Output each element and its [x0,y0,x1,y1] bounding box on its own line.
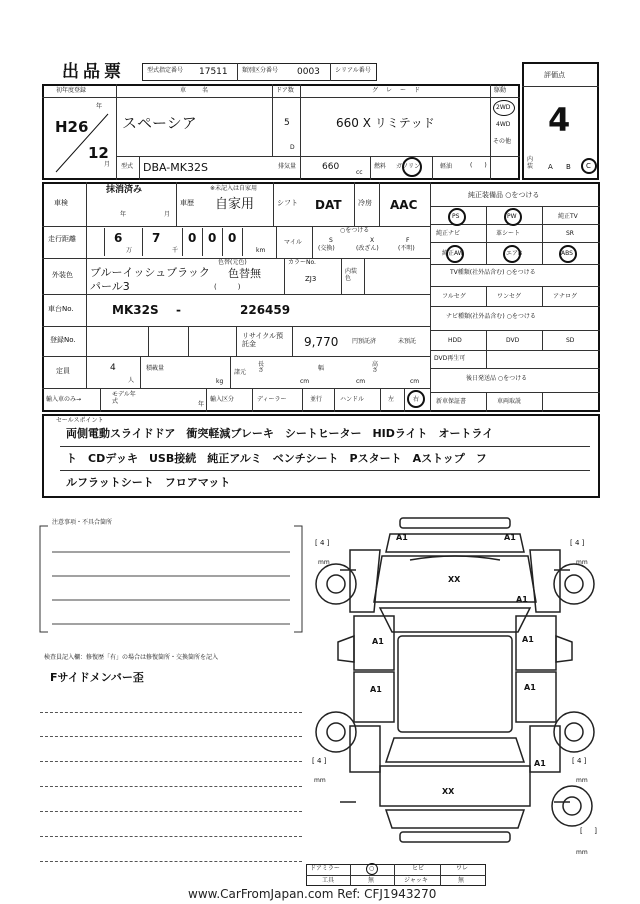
tire-rr: 4 [576,757,582,765]
tire-fl-unit: mm [318,559,330,566]
doors-value: 5 [284,118,290,128]
import-type-label: 輸入区分 [210,396,235,403]
tv-fullseg: フルセグ [442,293,466,300]
tire-rl-unit: mm [314,777,326,784]
shift-label: シフト [277,199,298,207]
mark-front-bumper-right: A1 [504,533,516,542]
tv-oneseg: ワンセグ [497,293,522,300]
tire-fl-bracket: [ 4 ] [315,539,330,547]
length-label: 長さ [258,361,265,374]
color-no-value: ZJ3 [305,275,317,283]
color-change-value: 色替無 [228,267,261,280]
tire-rr-bracket: [ 4 ] [572,757,587,765]
break-label: ワレ [456,865,469,872]
mileage-digit-2: 7 [152,231,161,245]
jack-label: ジャッキ [404,877,428,884]
equip-leather: 革シート [496,230,521,237]
jack-value: 無 [458,877,465,884]
history-label: 車歴 [180,199,194,207]
month-mark: 月 [104,161,111,168]
equip-pw: PW [507,213,517,220]
page-title: 出品票 [62,62,125,82]
mileage-man: 万 [126,247,133,254]
width-label: 幅 [318,365,325,372]
after-warranty: 新車保証書 [436,398,467,405]
handle-left: 左 [388,396,395,403]
sales-points-label: セールスポイント [56,417,104,424]
drive-label: 駆動 [494,87,507,94]
mileage-digit-1: 6 [114,231,123,245]
grade-value: 660 X リミテッド [336,116,435,130]
meter-f-text: (不明) [398,245,415,252]
year-mark: 年 [96,103,103,110]
exterior-color-label: 外装色 [52,271,73,279]
meter-circle-note: ○をつける [340,227,370,234]
mileage-sen: 千 [172,247,179,254]
drive-other: その他 [493,138,512,145]
color-change-paren: ( ) [214,283,241,291]
history-value: 自家用 [215,197,255,212]
length-unit: cm [300,378,310,385]
displacement-unit: cc [356,169,363,176]
grade-label: グレード [372,87,429,94]
watermark-ref: www.CarFromJapan.com Ref: CFJ1943270 [188,887,437,901]
recycle-unpaid: 未預託 [398,338,417,345]
tv-title: TV種類(社外品含む) ○をつける [450,269,536,276]
interior-b: B [566,163,571,171]
serial-label: シリアル番号 [335,67,371,74]
capacity-label: 定員 [56,367,70,375]
interior-color-label: 内装色 [345,268,358,283]
mark-front-fender-right: A1 [516,595,528,604]
interior-a: A [548,163,553,171]
equip-navi: 純正ナビ [436,230,461,237]
import-label: 輸入車のみ→ [46,396,82,403]
inspection-label: 車検 [54,199,68,207]
category-value: 0003 [297,67,320,77]
model-designation-value: 17511 [199,67,228,77]
inspector-note: Fサイドメンバー歪 [50,671,144,684]
navi-sd: SD [566,337,575,344]
mileage-digit-4: 0 [208,231,217,245]
tv-analog: アナログ [553,293,578,300]
mark-rear-door-left: A1 [370,685,382,694]
chassis-label: 車台No. [48,305,74,313]
after-title: 後日発送品 ○をつける [466,375,528,382]
mark-front-door-left: A1 [372,637,384,646]
model-value: DBA-MK32S [143,161,208,174]
mark-hood: XX [448,575,461,584]
tire-fr-unit: mm [576,559,588,566]
model-label: 型式 [121,163,134,170]
exterior-color-value: ブルーイッシュブラックパール3 [90,266,210,294]
door-mirror-label: ドアミラー [310,865,340,872]
navi-hdd: HDD [448,337,462,344]
score-label: 評価点 [544,71,565,79]
meter-x-text: (改ざん) [356,245,379,252]
displacement-label: 排気量 [278,163,297,170]
meter-s-text: (交換) [318,245,335,252]
mark-hatch: XX [442,787,455,796]
ac-value: AAC [390,198,418,212]
capacity-unit: 人 [128,377,135,384]
recycle-label: リサイクル預託金 [242,332,284,349]
recycle-value: 9,770 [304,335,339,349]
interior-label: 内装 [527,156,534,170]
equip-ps: PS [452,213,460,220]
mileage-digit-3: 0 [188,231,197,245]
inspector-label: 検査員記入欄：修復歴「有」の場合は修復箇所・交換箇所を記入 [44,654,219,661]
model-year-label: モデル年式 [112,391,136,406]
crack-label: ヒビ [412,865,425,872]
model-designation-label: 型式指定番号 [147,67,184,74]
model-year-unit: 年 [198,401,205,408]
dvd-playback: DVD再生可 [434,355,466,362]
equip-abs: ABS [561,250,573,257]
notes-label: 注意事項・不具合箇所 [52,519,113,526]
navi-title: ナビ種類(社外品含む) ○をつける [446,313,536,320]
doors-d: D [290,144,295,151]
inspection-value: 抹消済み [106,185,143,195]
height-unit: cm [410,378,420,385]
handle-right: 右 [413,396,420,403]
equip-airbag: エアB [506,250,523,257]
category-label: 類別区分番号 [242,67,279,74]
equip-aw: 純正AW [442,250,464,257]
recycle-paid: 円預託済 [352,338,377,345]
mileage-unit: km [256,247,266,254]
tire-spare [585,827,592,835]
mileage-label: 走行距離 [48,235,76,243]
color-no-label: カラーNo. [288,259,316,266]
mark-front-door-right: A1 [522,635,534,644]
fuel-diesel: 軽油 [440,163,453,170]
ac-label: 冷房 [358,199,372,207]
dims-label: 諸元 [234,369,247,376]
first-reg-label: 初年度登録 [56,87,87,94]
mileage-type-label: マイル [284,239,302,246]
sales-line-2: ト CDデッキ USB接続 純正アルミ ベンチシート Pスタート Aストップ フ [66,452,487,465]
tire-spare-bracket: [ ] [580,827,597,835]
sales-line-1: 両側電動スライドドア 衝突軽減ブレーキ シートヒーター HIDライト オートライ [66,427,494,440]
interior-c: C [586,162,591,170]
drive-2wd: 2WD [496,104,511,111]
handle-label: ハンドル [340,396,365,403]
door-mirror-circle: ○ [369,865,375,872]
fuel-gasoline: ガソリン [396,163,421,170]
tire-rl: 4 [316,757,322,765]
inspection-year: 年 [120,211,127,218]
private-use-note: ※未記入は自家用 [210,185,258,192]
capacity-value: 4 [110,363,116,373]
first-reg-year: H26 [55,118,89,136]
tool-value: 無 [368,877,375,884]
import-dealer: ディーラー [257,396,287,403]
mark-rear-door-right: A1 [524,683,536,692]
doors-label: ドア数 [276,87,294,94]
tire-fl: 4 [319,539,325,547]
tool-label: 工具 [322,877,335,884]
tire-rl-bracket: [ 4 ] [312,757,327,765]
chassis-number: 226459 [240,303,291,317]
inspection-month: 月 [164,211,171,218]
registration-label: 登録No. [50,336,76,344]
meter-f: F [406,237,410,244]
width-unit: cm [356,378,366,385]
fuel-label: 燃料 [374,163,387,170]
car-name-label: 車名 [180,87,225,94]
load-label: 積載量 [146,365,165,372]
mileage-digit-5: 0 [228,231,237,245]
load-unit: kg [216,378,224,385]
tire-fr: 4 [574,539,580,547]
car-diagram [310,512,606,876]
color-change-label: 色替(元色) [218,259,247,266]
after-manual: 車両取説 [497,398,522,405]
car-name-value: スペーシア [122,114,197,132]
height-label: 高さ [372,361,379,374]
notes-frame [38,524,304,636]
chassis-dash: - [176,303,181,317]
import-parallel: 並行 [310,396,323,403]
score-value: 4 [548,101,571,139]
displacement-value: 660 [322,162,340,172]
drive-4wd: 4WD [496,121,511,128]
first-reg-month: 12 [88,144,109,162]
shift-value: DAT [315,198,342,212]
navi-dvd: DVD [506,337,520,344]
tire-fr-bracket: [ 4 ] [570,539,585,547]
tire-rr-unit: mm [576,777,588,784]
meter-s: S [329,237,333,244]
tire-spare-unit: mm [576,849,588,856]
meter-x: X [370,237,375,244]
equipment-title: 純正装備品 ○をつける [468,191,540,199]
mark-front-bumper-left: A1 [396,533,408,542]
chassis-model: MK32S [112,303,159,317]
equip-tv: 純正TV [558,213,578,220]
sales-line-3: ルフラットシート フロアマット [66,476,231,489]
equip-sr: SR [566,230,574,237]
mark-rear-fender-right: A1 [534,759,546,768]
